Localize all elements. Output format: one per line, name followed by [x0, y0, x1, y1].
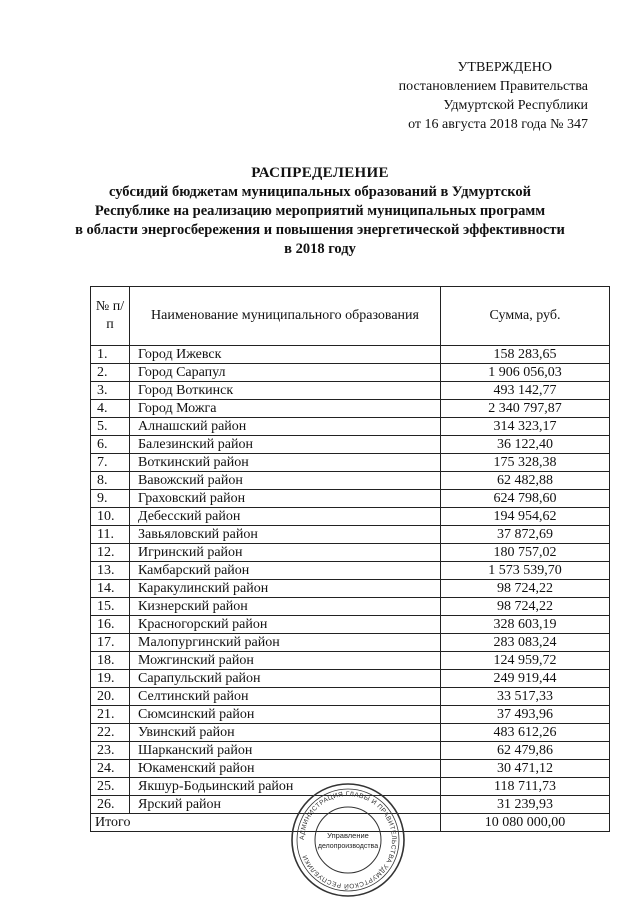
- table-header-row: [91, 287, 610, 346]
- row-name: Шарканский район: [130, 742, 441, 760]
- approval-block: [399, 58, 588, 134]
- row-name: Селтинский район: [130, 688, 441, 706]
- row-number: 4.: [91, 400, 130, 418]
- table-row: [91, 436, 610, 454]
- row-number: 10.: [91, 508, 130, 526]
- row-number: 14.: [91, 580, 130, 598]
- row-number: 2.: [91, 364, 130, 382]
- row-name: Город Ижевск: [130, 346, 441, 364]
- row-sum: 483 612,26: [441, 724, 610, 742]
- approval-line-2: Удмуртской Республики: [443, 98, 588, 113]
- header-number: № п/п: [91, 287, 130, 346]
- row-number: 15.: [91, 598, 130, 616]
- table-body: [91, 346, 610, 814]
- row-sum: 624 798,60: [441, 490, 610, 508]
- row-name: Завьяловский район: [130, 526, 441, 544]
- title-heading: РАСПРЕДЕЛЕНИЕ: [251, 165, 389, 181]
- row-name: Дебесский район: [130, 508, 441, 526]
- row-sum: 283 083,24: [441, 634, 610, 652]
- row-sum: 98 724,22: [441, 580, 610, 598]
- table-row: [91, 616, 610, 634]
- row-number: 25.: [91, 778, 130, 796]
- row-name: Можгинский район: [130, 652, 441, 670]
- row-sum: 175 328,38: [441, 454, 610, 472]
- row-number: 16.: [91, 616, 130, 634]
- table-row: [91, 652, 610, 670]
- row-name: Каракулинский район: [130, 580, 441, 598]
- table-row: [91, 364, 610, 382]
- table-row: [91, 760, 610, 778]
- table-row: [91, 454, 610, 472]
- row-sum: 62 482,88: [441, 472, 610, 490]
- row-name: Красногорский район: [130, 616, 441, 634]
- row-number: 26.: [91, 796, 130, 814]
- row-number: 11.: [91, 526, 130, 544]
- svg-text:АДМИНИСТРАЦИЯ ГЛАВЫ И ПРАВИТЕЛ: [299, 791, 397, 891]
- title-line-1: субсидий бюджетам муниципальных образований в Удмуртской: [108, 184, 532, 200]
- row-number: 8.: [91, 472, 130, 490]
- row-number: 17.: [91, 634, 130, 652]
- row-sum: 180 757,02: [441, 544, 610, 562]
- row-number: 21.: [91, 706, 130, 724]
- row-sum: 30 471,12: [441, 760, 610, 778]
- row-sum: 31 239,93: [441, 796, 610, 814]
- table-row: [91, 400, 610, 418]
- row-number: 5.: [91, 418, 130, 436]
- total-label: Итого: [91, 814, 441, 832]
- row-sum: 194 954,62: [441, 508, 610, 526]
- table-row: [91, 580, 610, 598]
- row-number: 20.: [91, 688, 130, 706]
- approval-heading: УТВЕРЖДЕНО: [457, 60, 552, 75]
- table-row: [91, 544, 610, 562]
- row-sum: 493 142,77: [441, 382, 610, 400]
- total-sum: 10 080 000,00: [441, 814, 610, 832]
- row-name: Город Можга: [130, 400, 441, 418]
- row-number: 9.: [91, 490, 130, 508]
- table-row: [91, 688, 610, 706]
- approval-line-3: от 16 августа 2018 года № 347: [408, 117, 588, 132]
- row-name: Кизнерский район: [130, 598, 441, 616]
- row-name: Алнашский район: [130, 418, 441, 436]
- row-name: Вавожский район: [130, 472, 441, 490]
- table-row: [91, 382, 610, 400]
- header-sum: Сумма, руб.: [441, 287, 610, 346]
- table-row: [91, 472, 610, 490]
- row-name: Граховский район: [130, 490, 441, 508]
- table-row: [91, 346, 610, 364]
- row-sum: 249 919,44: [441, 670, 610, 688]
- row-sum: 62 479,86: [441, 742, 610, 760]
- row-name: Город Сарапул: [130, 364, 441, 382]
- row-name: Город Воткинск: [130, 382, 441, 400]
- table-row: [91, 670, 610, 688]
- row-name: Ярский район: [130, 796, 441, 814]
- row-number: 1.: [91, 346, 130, 364]
- table-row: [91, 724, 610, 742]
- header-name: Наименование муниципального образования: [130, 287, 441, 346]
- row-name: Камбарский район: [130, 562, 441, 580]
- row-number: 3.: [91, 382, 130, 400]
- row-name: Балезинский район: [130, 436, 441, 454]
- stamp-line-2: делопроизводства: [317, 843, 379, 850]
- title-line-2: Республике на реализацию мероприятий муниципальных программ: [94, 203, 546, 219]
- row-name: Воткинский район: [130, 454, 441, 472]
- row-number: 23.: [91, 742, 130, 760]
- document-title: [40, 164, 600, 259]
- table-row: [91, 508, 610, 526]
- row-number: 6.: [91, 436, 130, 454]
- table-row: [91, 418, 610, 436]
- row-number: 12.: [91, 544, 130, 562]
- row-sum: 328 603,19: [441, 616, 610, 634]
- row-name: Малопургинский район: [130, 634, 441, 652]
- title-line-3: в области энергосбережения и повышения энергетической эффективности: [75, 222, 565, 238]
- row-sum: 33 517,33: [441, 688, 610, 706]
- row-sum: 37 872,69: [441, 526, 610, 544]
- row-name: Игринский район: [130, 544, 441, 562]
- row-sum: 2 340 797,87: [441, 400, 610, 418]
- table-row: [91, 742, 610, 760]
- row-sum: 124 959,72: [441, 652, 610, 670]
- row-sum: 36 122,40: [441, 436, 610, 454]
- distribution-table: [90, 286, 610, 832]
- row-number: 7.: [91, 454, 130, 472]
- table-row: [91, 706, 610, 724]
- table-row: [91, 634, 610, 652]
- row-sum: 1 906 056,03: [441, 364, 610, 382]
- table-row: [91, 598, 610, 616]
- office-stamp: [290, 782, 406, 898]
- row-name: Сарапульский район: [130, 670, 441, 688]
- table-row: [91, 562, 610, 580]
- row-sum: 314 323,17: [441, 418, 610, 436]
- stamp-ring-text: АДМИНИСТРАЦИЯ ГЛАВЫ И ПРАВИТЕЛЬСТВА УДМУРТСКОЙ РЕСПУБЛИКИ: [298, 790, 398, 890]
- table-row: [91, 526, 610, 544]
- row-sum: 1 573 539,70: [441, 562, 610, 580]
- stamp-line-1: Управление: [327, 831, 369, 840]
- row-number: 24.: [91, 760, 130, 778]
- row-sum: 118 711,73: [441, 778, 610, 796]
- title-line-4: в 2018 году: [284, 241, 356, 257]
- row-name: Сюмсинский район: [130, 706, 441, 724]
- row-name: Якшур-Бодьинский район: [130, 778, 441, 796]
- row-number: 22.: [91, 724, 130, 742]
- row-sum: 37 493,96: [441, 706, 610, 724]
- row-number: 18.: [91, 652, 130, 670]
- approval-line-1: постановлением Правительства: [398, 79, 588, 94]
- row-name: Юкаменский район: [130, 760, 441, 778]
- row-name: Увинский район: [130, 724, 441, 742]
- row-sum: 98 724,22: [441, 598, 610, 616]
- row-number: 13.: [91, 562, 130, 580]
- row-number: 19.: [91, 670, 130, 688]
- table-row: [91, 490, 610, 508]
- row-sum: 158 283,65: [441, 346, 610, 364]
